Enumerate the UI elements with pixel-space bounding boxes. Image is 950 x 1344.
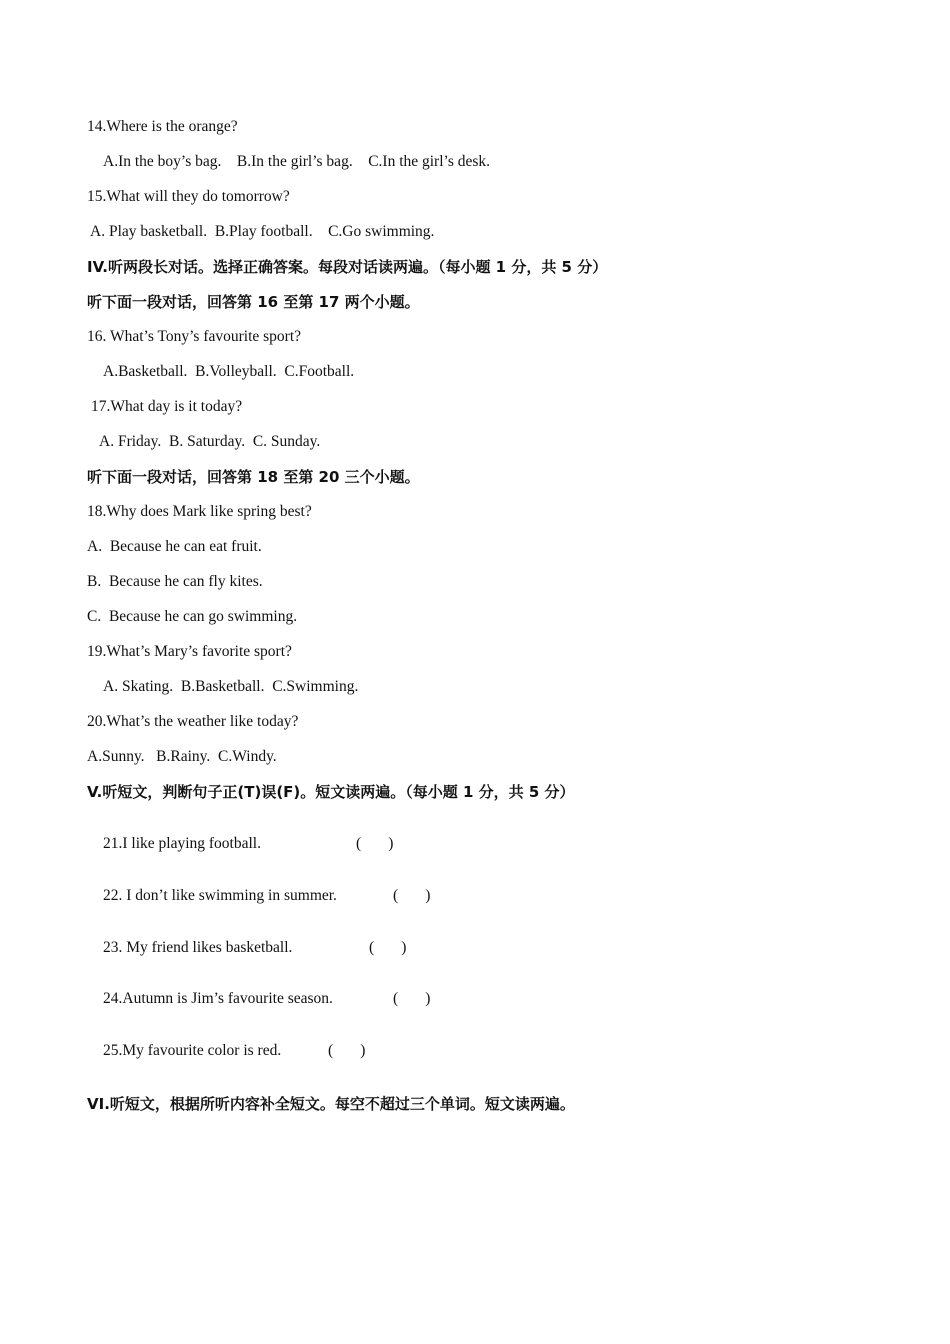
question-18-option-c: C. Because he can go swimming. xyxy=(87,608,298,625)
question-14-options: A.In the boy’s bag. B.In the girl’s bag. C.In the girl’s desk. xyxy=(103,153,491,170)
tf-answer-blank-21: ( ) xyxy=(356,835,394,852)
question-19-options: A. Skating. B.Basketball. C.Swimming. xyxy=(103,678,359,695)
dialog-2-intro: 听下面一段对话，回答第 18 至第 20 三个小题。 xyxy=(87,468,420,486)
tf-answer-blank-23: ( ) xyxy=(369,939,407,956)
question-18-option-b: B. Because he can fly kites. xyxy=(87,573,263,590)
question-17: 17.What day is it today? xyxy=(91,398,243,415)
question-15: 15.What will they do tomorrow? xyxy=(87,188,290,205)
question-18: 18.Why does Mark like spring best? xyxy=(87,503,312,520)
tf-answer-blank-25: ( ) xyxy=(328,1042,366,1059)
question-20: 20.What’s the weather like today? xyxy=(87,713,299,730)
tf-item-21: 21.I like playing football. xyxy=(103,835,261,852)
section-6-heading: VI.听短文，根据所听内容补全短文。每空不超过三个单词。短文读两遍。 xyxy=(87,1095,575,1113)
tf-item-22: 22. I don’t like swimming in summer. xyxy=(103,887,337,904)
tf-item-24: 24.Autumn is Jim’s favourite season. xyxy=(103,990,333,1007)
question-16-options: A.Basketball. B.Volleyball. C.Football. xyxy=(103,363,355,380)
question-15-options: A. Play basketball. B.Play football. C.Go swimming. xyxy=(90,223,435,240)
question-20-options: A.Sunny. B.Rainy. C.Windy. xyxy=(87,748,277,765)
section-4-heading: IV.听两段长对话。选择正确答案。每段对话读两遍。（每小题 1 分，共 5 分） xyxy=(87,258,608,276)
dialog-1-intro: 听下面一段对话，回答第 16 至第 17 两个小题。 xyxy=(87,293,420,311)
question-14: 14.Where is the orange? xyxy=(87,118,238,135)
question-19: 19.What’s Mary’s favorite sport? xyxy=(87,643,292,660)
tf-item-23: 23. My friend likes basketball. xyxy=(103,939,293,956)
question-17-options: A. Friday. B. Saturday. C. Sunday. xyxy=(99,433,321,450)
question-16: 16. What’s Tony’s favourite sport? xyxy=(87,328,302,345)
tf-answer-blank-22: ( ) xyxy=(393,887,431,904)
tf-answer-blank-24: ( ) xyxy=(393,990,431,1007)
question-18-option-a: A. Because he can eat fruit. xyxy=(87,538,262,555)
section-5-heading: V.听短文，判断句子正(T)误(F)。短文读两遍。（每小题 1 分，共 5 分） xyxy=(87,783,575,801)
tf-item-25: 25.My favourite color is red. xyxy=(103,1042,282,1059)
